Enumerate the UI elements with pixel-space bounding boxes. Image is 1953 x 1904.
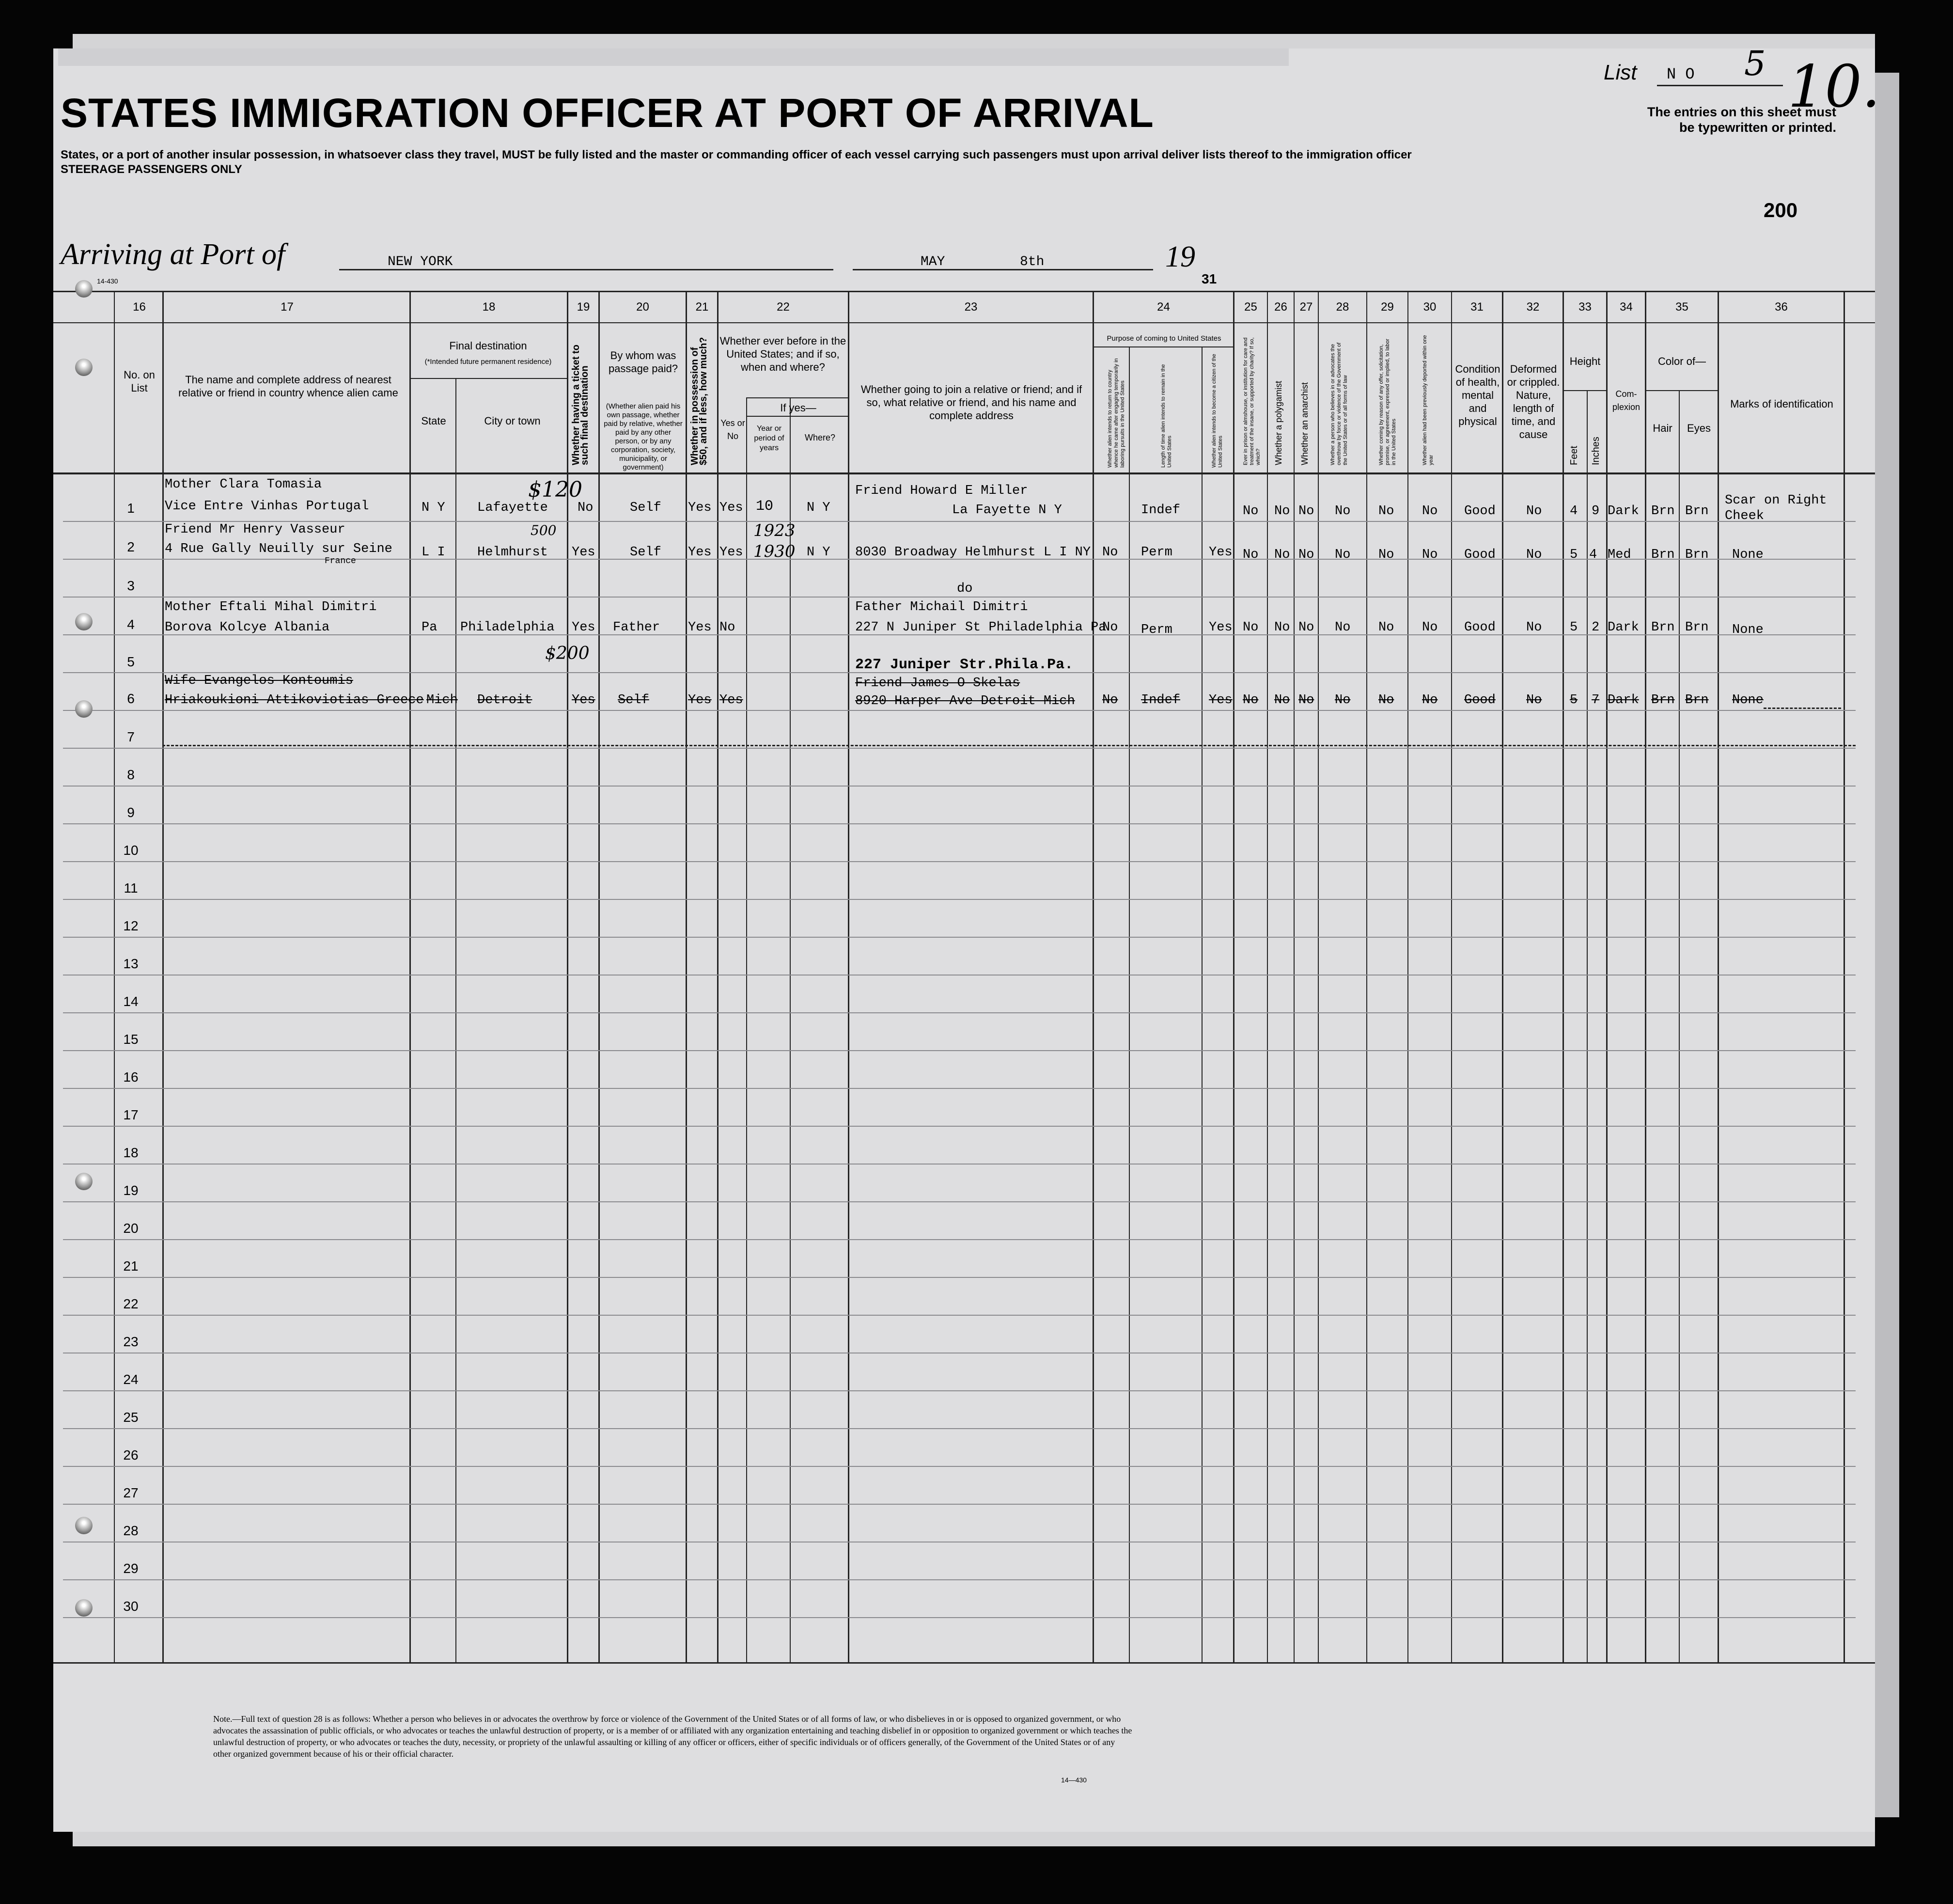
row-rule <box>63 1277 1856 1278</box>
col-line-34 <box>1606 291 1608 1662</box>
folded-top-strip <box>58 48 1289 66</box>
row-number: 8 <box>127 767 135 782</box>
column-number-divider <box>53 322 1875 323</box>
header-hair: Hair <box>1653 422 1672 434</box>
header-polygamist: Whether a polygamist <box>1274 380 1283 465</box>
colnum-32: 32 <box>1526 300 1540 314</box>
r4-inches: 2 <box>1592 620 1600 635</box>
col-line-21 <box>686 291 687 1662</box>
r1-feet: 4 <box>1570 504 1578 519</box>
r1-where: N Y <box>807 501 830 515</box>
top-left-form-code: 14-430 <box>97 277 118 285</box>
r2-anarchist: No <box>1298 548 1314 562</box>
colnum-19: 19 <box>577 300 590 314</box>
header-if-yes: If yes— <box>780 402 816 414</box>
binder-hole-icon <box>75 1517 93 1534</box>
r6-length: Indef <box>1141 693 1181 708</box>
r6-join-line2: 8920 Harper Ave Detroit Mich <box>855 694 1075 708</box>
r1-join-line2: La Fayette N Y <box>952 503 1062 518</box>
r2-length: Perm <box>1141 545 1172 560</box>
col-line-30 <box>1407 291 1408 1662</box>
r4-polygamist: No <box>1274 620 1290 635</box>
header-joining: Whether going to join a relative or friend; and if so, what relative or friend, and his name and complete address <box>860 383 1082 422</box>
r2-city: Helmhurst <box>477 545 548 560</box>
colnum-22: 22 <box>777 300 790 314</box>
r1-relative-line1: Mother Clara Tomasia <box>165 477 322 492</box>
colnum-16: 16 <box>133 300 146 314</box>
r1-health: Good <box>1464 504 1496 519</box>
row-number: 3 <box>127 578 135 593</box>
row-rule <box>63 975 1856 976</box>
header-deported: Whether alien had been previously deported within one year <box>1422 335 1434 465</box>
form-number: 14—430 <box>1061 1776 1087 1784</box>
month-value: MAY <box>921 254 945 269</box>
colnum-20: 20 <box>636 300 649 314</box>
r1-deported: No <box>1422 504 1438 519</box>
row-number: 9 <box>127 805 135 820</box>
r1-money-handwritten: $120 <box>528 477 582 502</box>
port-value: NEW YORK <box>388 254 453 269</box>
row-rule <box>63 861 1856 862</box>
binder-hole-icon <box>75 1599 93 1617</box>
colnum-36: 36 <box>1775 300 1788 314</box>
row-rule <box>63 597 1856 598</box>
col-line-22a <box>717 291 719 1662</box>
binder-hole-icon <box>75 280 93 298</box>
r1-prison: No <box>1243 504 1259 519</box>
r4-deformed: No <box>1526 620 1542 635</box>
r1-ever-before: Yes <box>719 501 743 515</box>
header-yes-or-no: Yes or No <box>720 418 745 441</box>
row-number: 11 <box>124 881 138 896</box>
header-ticket: Whether having a ticket to such final destination <box>571 345 590 465</box>
colnum-27: 27 <box>1299 300 1313 314</box>
row-number: 29 <box>123 1561 139 1576</box>
header-purpose-citizen: Whether alien intends to become a citizen of the United States <box>1211 354 1223 468</box>
r1-possession: Yes <box>688 501 712 515</box>
r6-complexion: Dark <box>1608 693 1639 708</box>
r2-deported: No <box>1422 548 1438 562</box>
r4-state: Pa <box>422 620 437 635</box>
manifest-sheet <box>53 48 1875 1832</box>
row-number: 28 <box>123 1523 139 1538</box>
entries-note-line-1: The entries on this sheet must <box>1647 105 1836 119</box>
r6-relative-line1: Wife Evangelos Kontoumis <box>165 674 353 688</box>
table-bottom-border <box>53 1662 1875 1664</box>
r4-eyes: Brn <box>1685 620 1709 635</box>
col-line-25 <box>1233 291 1234 1662</box>
r1-passage-paid: Self <box>630 501 661 515</box>
col-line-35b <box>1679 390 1680 1662</box>
r1-marks-line1: Scar on Right <box>1725 493 1827 508</box>
row-rule <box>63 521 1856 522</box>
binder-hole-icon <box>75 1173 93 1190</box>
year-suffix: 31 <box>1202 271 1217 286</box>
r4-feet: 5 <box>1570 620 1578 635</box>
r4-return: No <box>1102 620 1118 635</box>
r7-cancel-dash-line <box>162 745 1856 746</box>
colnum-23: 23 <box>964 300 978 314</box>
row-number: 14 <box>123 994 139 1009</box>
row-number: 5 <box>127 654 135 669</box>
col-line-end <box>1844 291 1845 1662</box>
header-prison: Ever in prison or almshouse, or institution for care and treatment of the insane, or supported by charity? If so, which? <box>1243 337 1261 465</box>
r2-relative-line3: France <box>325 556 356 566</box>
colnum-26: 26 <box>1274 300 1287 314</box>
row-rule <box>63 1315 1856 1316</box>
r2-offer: No <box>1378 548 1394 562</box>
row-rule <box>63 1579 1856 1580</box>
col-line-20 <box>598 291 600 1662</box>
colnum-25: 25 <box>1244 300 1257 314</box>
r2-ticket: Yes <box>572 545 595 560</box>
r4-passage-paid: Father <box>613 620 660 635</box>
binder-hole-icon <box>75 700 93 718</box>
r2-deformed: No <box>1526 548 1542 562</box>
r6-marks: None <box>1732 693 1764 708</box>
row-number: 25 <box>123 1410 139 1425</box>
r4-ever-before: No <box>719 620 735 635</box>
row-rule <box>63 899 1856 900</box>
colnum-30: 30 <box>1423 300 1437 314</box>
colnum-34: 34 <box>1620 300 1633 314</box>
r4-relative-line1: Mother Eftali Mihal Dimitri <box>165 600 377 614</box>
row-rule <box>63 823 1856 824</box>
r4-health: Good <box>1464 620 1496 635</box>
row-number: 4 <box>127 617 135 632</box>
r2-hair: Brn <box>1651 548 1675 562</box>
r6-possession: Yes <box>688 693 712 708</box>
r6-deformed: No <box>1526 693 1542 708</box>
header-ever-before: Whether ever before in the United States; and if so, when and where? <box>719 335 846 373</box>
col-line-26 <box>1267 291 1268 1662</box>
header-complexion: Com-plexion <box>1612 389 1641 412</box>
r1-inches: 9 <box>1592 504 1600 519</box>
row-rule <box>63 786 1856 787</box>
colnum-28: 28 <box>1336 300 1349 314</box>
r2-feet: 5 <box>1570 548 1578 562</box>
r2-relative-line2: 4 Rue Gally Neuilly sur Seine <box>165 542 392 556</box>
header-color-of: Color of— <box>1657 355 1706 367</box>
col-line-18 <box>409 291 411 1662</box>
r2-money-handwritten: 500 <box>531 522 557 538</box>
r2-join-line1: 8030 Broadway Helmhurst L I NY <box>855 545 1091 560</box>
header-year-or-period: Year or period of years <box>754 425 784 452</box>
purpose-divider <box>1093 346 1233 347</box>
row-rule <box>63 1201 1856 1202</box>
col-line-22b <box>746 397 747 1662</box>
r4-offer: No <box>1378 620 1394 635</box>
r6-ticket: Yes <box>572 693 595 708</box>
header-purpose: Purpose of coming to United States <box>1107 334 1221 343</box>
entries-note-line-2: be typewritten or printed. <box>1679 120 1836 135</box>
r2-possession: Yes <box>688 545 712 560</box>
r2-return: No <box>1102 545 1118 560</box>
r4-marks: None <box>1732 623 1764 637</box>
r2-years-handwritten-2: 1930 <box>753 542 796 561</box>
r1-polygamist: No <box>1274 504 1290 519</box>
col-line-23 <box>848 291 849 1662</box>
r6-inches: 7 <box>1592 693 1600 708</box>
r2-complexion: Med <box>1608 548 1631 562</box>
header-deformed: Deformed or crippled. Nature, length of time, and cause <box>1507 363 1560 441</box>
colnum-31: 31 <box>1470 300 1484 314</box>
r4-prison: No <box>1243 620 1259 635</box>
row-number: 24 <box>123 1372 139 1387</box>
r2-years-handwritten-1: 1923 <box>753 521 796 540</box>
footnote-question-28: Note.—Full text of question 28 is as follows: Whether a person who believes in or advocates the overthrow by force or violence of the Government of the United States or of all forms of law, or who disbelieves in or is opposed to organized government, or who advocates the assassination of public officials, or who advocates or teaches the unlawful destruction of property, or is a member of or affiliated with any organization entertaining and teaching disbelief in or opposition to organized government or which teaches the unlawful destruction of property, or who advocates or teaches the duty, necessity, or propriety of the unlawful assaulting or killing of any officer or officers, either of specific individuals or of officers generally, of the Government of the United States or of any other organized government because of his or their official character. <box>213 1714 1132 1759</box>
r1-deformed: No <box>1526 504 1542 519</box>
row-number: 19 <box>123 1183 139 1198</box>
r6-relative-line2: Hriakoukioni Attikoviotias Greece <box>165 693 424 708</box>
r4-anarchist: No <box>1298 620 1314 635</box>
r6-offer: No <box>1378 693 1394 708</box>
r4-deported: No <box>1422 620 1438 635</box>
day-value: 8th <box>1020 254 1045 269</box>
r5-join-line1: 227 Juniper Str.Phila.Pa. <box>855 657 1074 673</box>
date-underline <box>853 269 1153 270</box>
r4-complexion: Dark <box>1608 620 1639 635</box>
row-number: 1 <box>127 501 135 516</box>
col-line-18-state <box>455 378 456 1662</box>
if-yes-divider-2 <box>746 416 848 417</box>
row-rule <box>63 1466 1856 1467</box>
r6-return: No <box>1102 693 1118 708</box>
arriving-label: Arriving at Port of <box>61 238 285 271</box>
col-line-33a <box>1562 291 1564 1662</box>
r5-money-handwritten: $200 <box>545 644 590 663</box>
color-divider <box>1645 390 1718 391</box>
row-number: 27 <box>123 1485 139 1500</box>
header-state: State <box>421 415 446 427</box>
r6-anarchist: No <box>1298 693 1314 708</box>
header-possession-50: Whether in possession of $50, and if less, how much? <box>689 337 709 465</box>
col-line-29 <box>1366 291 1367 1662</box>
r1-eyes: Brn <box>1685 504 1709 519</box>
row-rule <box>63 710 1856 711</box>
header-offer: Whether coming by reason of any offer, solicitation, promise, or agreement, expressed or implied, to labor in the United States <box>1378 338 1397 465</box>
r6-feet: 5 <box>1570 693 1578 708</box>
row-number: 12 <box>123 918 139 933</box>
colnum-24: 24 <box>1157 300 1170 314</box>
colnum-29: 29 <box>1381 300 1394 314</box>
corner-handwritten-number: 5 <box>1744 44 1766 83</box>
colnum-21: 21 <box>695 300 709 314</box>
colnum-17: 17 <box>281 300 294 314</box>
header-eyes: Eyes <box>1687 422 1711 434</box>
row-number: 22 <box>123 1296 139 1311</box>
r2-marks: None <box>1732 548 1764 562</box>
r2-eyes: Brn <box>1685 548 1709 562</box>
final-destination-divider <box>409 378 567 379</box>
header-no-on-list: No. on List <box>124 369 155 394</box>
r2-ever-before: Yes <box>719 545 743 560</box>
r2-polygamist: No <box>1274 548 1290 562</box>
row-rule <box>63 1390 1856 1391</box>
colnum-33: 33 <box>1578 300 1592 314</box>
r4-length: Perm <box>1141 623 1172 637</box>
r3-join-ditto: do <box>957 582 973 596</box>
instructions-line-1: States, or a port of another insular possession, in whatsoever class they travel, MUST be fully listed and the master or commanding officer of each vessel carrying such passengers must upon arrival deliver lists thereof to the immigration officer <box>61 148 1412 161</box>
r2-citizen: Yes <box>1209 545 1233 560</box>
header-feet: Feet <box>1569 445 1579 465</box>
r2-state: L I <box>422 545 445 560</box>
header-height: Height <box>1569 355 1601 367</box>
row-rule <box>63 937 1856 938</box>
header-relative-name: The name and complete address of nearest relative or friend in country whence alien came <box>178 374 398 399</box>
row-number: 21 <box>123 1259 139 1274</box>
col-line-36 <box>1718 291 1719 1662</box>
r1-complexion: Dark <box>1608 504 1639 519</box>
height-divider <box>1562 390 1606 391</box>
form-instructions <box>61 148 1412 177</box>
r1-overthrow: No <box>1335 504 1351 519</box>
row-rule <box>63 1050 1856 1051</box>
row-number: 10 <box>123 843 139 858</box>
r6-ever-before: Yes <box>719 693 743 708</box>
row-number: 26 <box>123 1448 139 1463</box>
r1-relative-line2: Vice Entre Vinhas Portugal <box>165 499 369 514</box>
r4-possession: Yes <box>688 620 712 635</box>
row-number: 16 <box>123 1070 139 1085</box>
form-title: STATES IMMIGRATION OFFICER AT PORT OF ARRIVAL <box>61 90 1154 136</box>
header-purpose-return: Whether alien intends to return to country whence he came after engaging temporarily in laboring pursuits in the United States <box>1107 358 1125 468</box>
r4-city: Philadelphia <box>460 620 555 635</box>
row-number: 15 <box>123 1032 139 1047</box>
header-final-destination-note: (*Intended future permanent residence) <box>424 358 552 366</box>
header-passage-paid: By whom was passage paid? <box>608 349 678 375</box>
header-inches: Inches <box>1591 437 1601 465</box>
header-bottom-border <box>53 472 1875 474</box>
header-purpose-length: Length of time alien intends to remain in the United States <box>1160 364 1172 468</box>
header-passage-note: (Whether alien paid his own passage, whether paid by relative, whether paid by any other person, or by any corporation, society, municipality, or government) <box>604 402 683 472</box>
header-final-destination: Final destination <box>449 340 527 352</box>
col-line-27 <box>1294 291 1295 1662</box>
r4-citizen: Yes <box>1209 620 1233 635</box>
r6-deported: No <box>1422 693 1438 708</box>
r6-prison: No <box>1243 693 1259 708</box>
row-number: 13 <box>123 956 139 971</box>
col-line-24c <box>1202 346 1203 1662</box>
r1-ticket: No <box>578 501 594 515</box>
col-line-31 <box>1451 291 1452 1662</box>
header-health: Condition of health, mental and physical <box>1455 363 1500 427</box>
r1-years: 10 <box>756 498 774 515</box>
r2-prison: No <box>1243 548 1259 562</box>
r6-passage-paid: Self <box>618 693 649 708</box>
row-number: 6 <box>127 691 135 706</box>
header-overthrow: Whether a person who believes in or advocates the overthrow by force or violence of the Government of the United States or of all forms of law <box>1330 342 1348 465</box>
table-top-border <box>53 291 1875 292</box>
col-line-33b <box>1587 390 1588 1662</box>
row-number: 23 <box>123 1334 139 1349</box>
row-rule <box>63 1617 1856 1618</box>
header-city: City or town <box>484 415 541 427</box>
r2-passage-paid: Self <box>630 545 661 560</box>
col-line-22c <box>790 397 791 1662</box>
r6-citizen: Yes <box>1209 693 1233 708</box>
r1-join-line1: Friend Howard E Miller <box>855 484 1028 498</box>
list-underline <box>1657 85 1783 86</box>
r4-join-line1: Father Michail Dimitri <box>855 600 1028 614</box>
r1-length: Indef <box>1141 503 1181 518</box>
header-where: Where? <box>804 433 836 442</box>
row-rule <box>63 1012 1856 1013</box>
row-rule <box>63 1504 1856 1505</box>
instructions-line-2: STEERAGE PASSENGERS ONLY <box>61 163 242 176</box>
row-number: 18 <box>123 1145 139 1160</box>
header-anarchist: Whether an anarchist <box>1300 382 1310 465</box>
r4-join-line2: 227 N Juniper St Philadelphia Pa <box>855 620 1107 635</box>
row-rule <box>63 1126 1856 1127</box>
col-line-28 <box>1318 291 1319 1662</box>
r1-state: N Y <box>422 501 445 515</box>
r4-hair: Brn <box>1651 620 1675 635</box>
year-prefix: 19 <box>1165 240 1195 273</box>
r6-hair: Brn <box>1651 693 1675 708</box>
row-number: 30 <box>123 1599 139 1614</box>
r4-relative-line2: Borova Kolcye Albania <box>165 620 330 635</box>
row-number: 17 <box>123 1107 139 1122</box>
r2-inches: 4 <box>1589 548 1597 562</box>
r4-overthrow: No <box>1335 620 1351 635</box>
row-rule <box>63 1088 1856 1089</box>
r6-cancel-dash <box>1764 708 1841 709</box>
r6-city: Detroit <box>477 693 532 708</box>
r1-marks-line2: Cheek <box>1725 509 1765 523</box>
binder-hole-icon <box>75 359 93 376</box>
list-handwritten-number: 10. <box>1788 53 1880 121</box>
if-yes-divider <box>746 397 848 398</box>
r6-overthrow: No <box>1335 693 1351 708</box>
r2-health: Good <box>1464 548 1496 562</box>
row-rule <box>63 748 1856 749</box>
r2-overthrow: No <box>1335 548 1351 562</box>
r6-eyes: Brn <box>1685 693 1709 708</box>
header-marks: Marks of identification <box>1730 398 1833 410</box>
row-rule <box>63 1239 1856 1240</box>
r6-state: Mich <box>426 693 458 708</box>
row-number: 2 <box>127 539 135 554</box>
entries-note <box>1560 104 1836 135</box>
r6-polygamist: No <box>1274 693 1290 708</box>
r6-join-line1: Friend James O Skelas <box>855 676 1020 691</box>
col-line-35a <box>1645 291 1646 1662</box>
list-number: N O <box>1667 65 1695 83</box>
r2-where: N Y <box>807 545 830 560</box>
r6-health: Good <box>1464 693 1496 708</box>
r1-hair: Brn <box>1651 504 1675 519</box>
col-line-32 <box>1502 291 1503 1662</box>
col-line-24a <box>1093 291 1094 1662</box>
sheet-number: 200 <box>1764 199 1798 221</box>
row-number: 7 <box>127 729 135 744</box>
row-number: 20 <box>123 1221 139 1236</box>
col-line-24b <box>1129 346 1130 1662</box>
r1-anarchist: No <box>1298 504 1314 519</box>
r1-offer: No <box>1378 504 1394 519</box>
r1-city: Lafayette <box>477 501 548 515</box>
r2-relative-line1: Friend Mr Henry Vasseur <box>165 522 345 537</box>
colnum-18: 18 <box>482 300 496 314</box>
binder-hole-icon <box>75 613 93 630</box>
r4-ticket: Yes <box>572 620 595 635</box>
row-rule <box>63 1428 1856 1429</box>
list-label: List <box>1604 61 1637 84</box>
colnum-35: 35 <box>1675 300 1688 314</box>
